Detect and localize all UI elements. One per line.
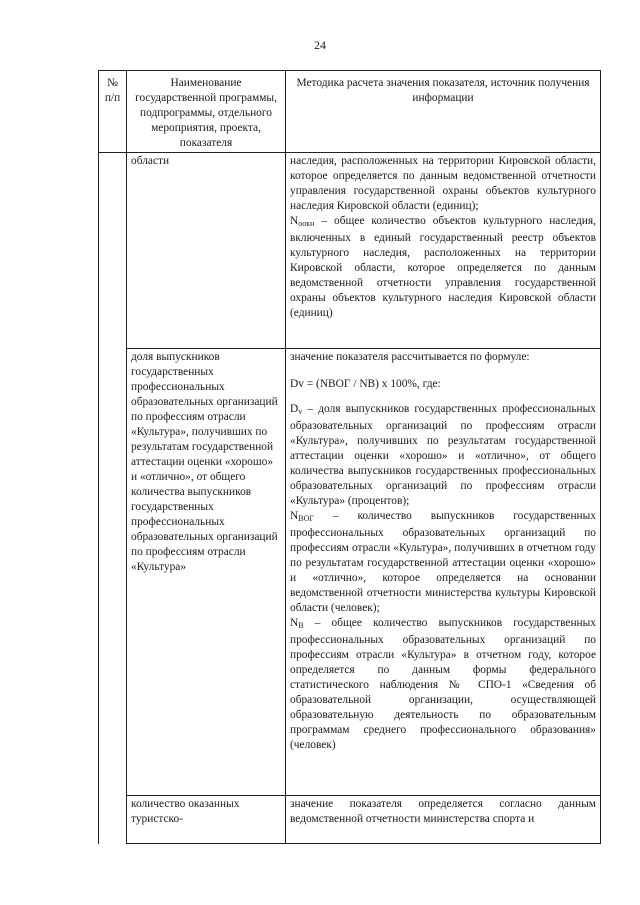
table-row	[99, 349, 601, 796]
method-paragraph	[290, 214, 596, 321]
variable-subscript: ВОГ	[298, 514, 314, 523]
method-paragraph	[290, 402, 596, 509]
formula: Dv = (NВОГ / NВ) х 100%, где:	[290, 378, 441, 390]
indicator-name-cell: количество оказанных туристско-	[127, 796, 286, 844]
row-number-cell	[99, 796, 127, 844]
row-number-cell	[99, 349, 127, 796]
method-cell	[286, 349, 601, 796]
variable-subscript: v	[298, 407, 303, 416]
method-intro: значение показателя рассчитывается по формуле:	[290, 351, 530, 363]
variable-definition: – общее количество выпускников государственных профессиональных образовательных организаций по профессиям отрасли «Культура» в отчетном году, которое определяется по данным формы федерального статистического наблюдения № СПО-1 «Сведения об образовательной организации, осуществляющей образовательную деятельность по образовательным программам среднего профессионального образования» (человек)	[290, 617, 596, 751]
variable-subscript: оокн	[298, 219, 315, 228]
variable-symbol: N	[290, 215, 299, 227]
method-paragraph: наследия, расположенных на территории Кировской области, которое определяется по данным ведомственной отчетности управления государственной охраны объектов культурного наследия Кировской области (единиц);	[290, 155, 596, 212]
indicator-table	[98, 70, 601, 844]
method-cell	[286, 796, 601, 844]
indicator-name-cell: области	[127, 153, 286, 349]
variable-symbol: D	[290, 403, 299, 415]
variable-symbol: N	[290, 510, 299, 522]
variable-definition: – общее количество объектов культурного наследия, включенных в единый государственный реестр объектов культурного наследия, расположенных на территории Кировской области, которое определяется по данным ведомственной отчетности управления государственной охраны объектов культурного наследия Кировской области (единиц)	[290, 215, 596, 319]
page-number: 24	[314, 38, 326, 52]
method-paragraph	[290, 509, 596, 616]
header-num: № п/п	[99, 71, 127, 153]
variable-subscript: В	[298, 621, 304, 630]
table-row	[99, 796, 601, 844]
header-name: Наименование государственной программы, подпрограммы, отдельного мероприятия, проекта, показателя	[127, 71, 286, 153]
table-row	[99, 153, 601, 349]
header-method: Методика расчета значения показателя, источник получения информации	[286, 71, 601, 153]
variable-symbol: N	[290, 617, 299, 629]
row-number-cell	[99, 153, 127, 349]
variable-definition: – доля выпускников государственных профессиональных образовательных организаций по профессиям отрасли «Культура», получивших по результатам государственной аттестации оценки «хорошо» и «отлично», от общего количества выпускников государственных профессиональных образовательных организаций по профессиям отрасли «Культура» (процентов);	[290, 403, 596, 507]
method-paragraph: значение показателя определяется согласно данным ведомственной отчетности министерства спорта и	[290, 798, 596, 825]
variable-definition: – количество выпускников государственных профессиональных образовательных организаций по профессиям отрасли «Культура», получивших в отчетном году по результатам государственной аттестации оценки «хорошо» и «отлично», которое определяется на основании ведомственной отчетности министерства культуры Кировской области (человек);	[290, 510, 596, 614]
indicator-name-cell: доля выпускников государственных профессиональных образовательных организаций по профессиям отрасли «Культура», получивших по результатам государственной аттестации оценки «хорошо» и «отлично», от общего количества выпускников государственных профессиональных образовательных организаций по профессиям отрасли «Культура»	[127, 349, 286, 796]
method-cell	[286, 153, 601, 349]
method-paragraph	[290, 616, 596, 753]
table-header-row	[99, 71, 601, 153]
